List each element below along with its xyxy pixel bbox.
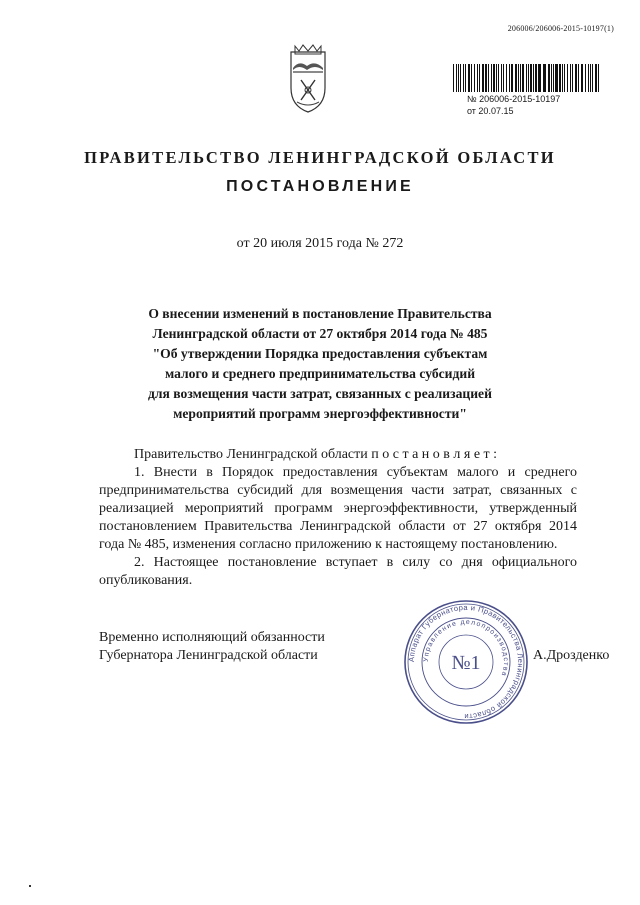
registration-number: № 206006-2015-10197 — [467, 94, 561, 104]
document-type: ПОСТАНОВЛЕНИЕ — [226, 178, 414, 195]
title-line: "Об утверждении Порядка предоставления субъектам — [152, 346, 488, 361]
barcode-bar — [592, 64, 593, 92]
barcode-icon — [453, 64, 601, 92]
barcode-bar — [526, 64, 527, 92]
paragraph-2: 2. Настоящее постановление вступает в силу со дня официального опубликования. — [99, 555, 577, 588]
barcode-bar — [572, 64, 573, 92]
barcode-bar — [543, 64, 546, 92]
barcode-bar — [522, 64, 524, 92]
barcode-bar — [503, 64, 504, 92]
barcode-bar — [482, 64, 484, 92]
barcode-bar — [474, 64, 475, 92]
signatory-role-line-1: Временно исполняющий обязанности — [99, 630, 325, 645]
barcode-bar — [595, 64, 597, 92]
barcode-bar — [468, 64, 470, 92]
barcode-bar — [479, 64, 480, 92]
barcode-bar — [533, 64, 534, 92]
preamble-verb: п о с т а н о в л я е т : — [371, 447, 498, 462]
title-line: малого и среднего предпринимательства субсидий — [164, 366, 476, 381]
barcode-bar — [518, 64, 519, 92]
barcode-bar — [581, 64, 583, 92]
barcode-bar — [458, 64, 459, 92]
signatory-role-line-2: Губернатора Ленинградской области — [99, 648, 318, 663]
organization-name: ПРАВИТЕЛЬСТВО ЛЕНИНГРАДСКОЙ ОБЛАСТИ — [84, 148, 556, 167]
stamp-center-number: №1 — [451, 652, 481, 674]
barcode-bar — [509, 64, 510, 92]
scan-dot — [29, 885, 31, 887]
barcode-bar — [485, 64, 487, 92]
signatory-role — [99, 629, 325, 665]
barcode-bar — [453, 64, 454, 92]
barcode-bar — [590, 64, 591, 92]
registration-date: от 20.07.15 — [467, 106, 514, 116]
barcode-bar — [559, 64, 561, 92]
paragraph-1: 1. Внести в Порядок предоставления субъектам малого и среднего предпринимательства субсидий для возмещения части затрат, связанных с реализацией мероприятий программ энергоэффективности, утвержденный постановлением Правительства Ленинградской области от 27 октября 2014 года № 485, изменения согласно приложению к настоящему постановлению. — [99, 465, 577, 552]
barcode-bar — [465, 64, 466, 92]
barcode-bar — [567, 64, 568, 92]
barcode-bar — [564, 64, 565, 92]
title-line: О внесении изменений в постановление Правительства — [148, 306, 492, 321]
barcode-bar — [585, 64, 586, 92]
barcode-bar — [463, 64, 464, 92]
barcode-bar — [515, 64, 517, 92]
barcode-bar — [488, 64, 489, 92]
stamp-outer-text: Аппарат Губернатора и Правительства Ленинградской области — [406, 602, 526, 722]
signatory-name: А.Дрозденко — [533, 648, 610, 663]
barcode-bar — [501, 64, 502, 92]
preamble-prefix: Правительство Ленинградской области — [134, 447, 368, 462]
barcode-bar — [460, 64, 461, 92]
barcode-bar — [555, 64, 558, 92]
barcode-bar — [538, 64, 541, 92]
barcode-bar — [456, 64, 457, 92]
barcode-bar — [477, 64, 478, 92]
barcode-bar — [553, 64, 554, 92]
barcode-bar — [598, 64, 599, 92]
barcode-bar — [588, 64, 589, 92]
barcode-bar — [570, 64, 571, 92]
barcode-bar — [493, 64, 495, 92]
barcode-bar — [562, 64, 563, 92]
title-line: мероприятий программ энергоэффективности" — [173, 406, 467, 421]
barcode-bar — [506, 64, 507, 92]
document-date: от 20 июля 2015 года № 272 — [236, 236, 404, 251]
stamp-inner-text: Управление делопроизводства — [422, 618, 510, 678]
barcode-bar — [498, 64, 499, 92]
title-line: Ленинградской области от 27 октября 2014 года № 485 — [152, 326, 488, 341]
barcode-bar — [575, 64, 577, 92]
barcode-bar — [551, 64, 552, 92]
official-stamp-icon — [402, 598, 530, 726]
barcode-bar — [511, 64, 513, 92]
barcode-bar — [535, 64, 537, 92]
top-reference-number: 206006/206006-2015-10197(1) — [507, 24, 614, 33]
document-title — [120, 304, 520, 424]
barcode-bar — [530, 64, 532, 92]
barcode-bar — [520, 64, 521, 92]
barcode-bar — [528, 64, 529, 92]
document-body — [99, 446, 577, 590]
preamble — [99, 446, 577, 464]
barcode-bar — [548, 64, 550, 92]
barcode-bar — [491, 64, 492, 92]
coat-of-arms-icon — [287, 42, 329, 116]
barcode-bar — [471, 64, 472, 92]
title-line: для возмещения части затрат, связанных с реализацией — [148, 386, 492, 401]
barcode-bar — [496, 64, 497, 92]
barcode-bar — [578, 64, 579, 92]
